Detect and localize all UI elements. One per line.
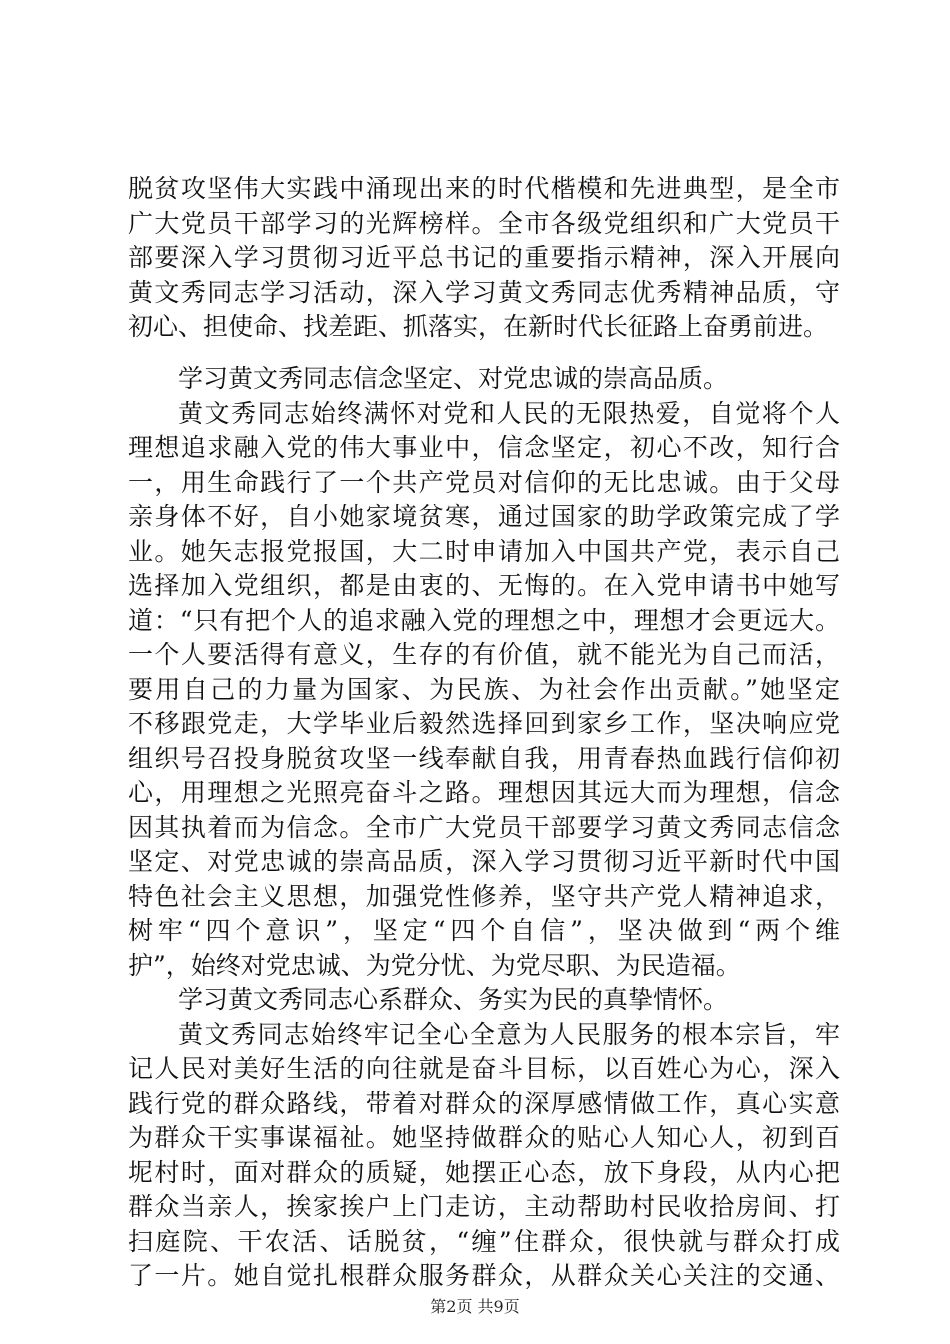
text-line: 坚定、对党忠诚的崇高品质，深入学习贯彻习近平新时代中国: [128, 847, 840, 876]
text-line: 脱贫攻坚伟大实践中涌现出来的时代楷模和先进典型，是全市: [128, 174, 840, 203]
text-line: 要用自己的力量为国家、为民族、为社会作出贡献。”她坚定: [128, 674, 840, 704]
text-line: 群众当亲人，挨家挨户上门走访，主动帮助村民收拾房间、打: [128, 1192, 840, 1221]
text-line: 心，用理想之光照亮奋斗之路。理想因其远大而为理想，信念: [128, 778, 840, 807]
body-content: [128, 362, 840, 1294]
text-line: 黄文秀同志始终满怀对党和人民的无限热爱，自觉将个人: [178, 398, 840, 428]
text-line: 坭村时，面对群众的质疑，她摆正心态，放下身段，从内心把: [128, 1157, 840, 1187]
text-line: 道：“只有把个人的追求融入党的理想之中，理想才会更远大。: [128, 605, 840, 635]
text-line: 了一片。她自觉扎根群众服务群众，从群众关心关注的交通、: [128, 1261, 840, 1290]
page-number-footer: 第2页 共9页: [430, 1297, 520, 1316]
text-line: 部要深入学习贯彻习近平总书记的重要指示精神，深入开展向: [128, 243, 840, 272]
section-heading-2: 学习黄文秀同志心系群众、务实为民的真挚情怀。: [178, 985, 729, 1014]
section-heading-1: 学习黄文秀同志信念坚定、对党忠诚的崇高品质。: [178, 364, 729, 393]
text-line: 初心、担使命、找差距、抓落实，在新时代长征路上奋勇前进。: [128, 312, 829, 341]
text-line: 扫庭院、干农活、话脱贫，“缠”住群众，很快就与群众打成: [128, 1226, 840, 1256]
text-line: 为群众干实事谋福祉。她坚持做群众的贴心人知心人，初到百: [128, 1123, 840, 1152]
text-line: 广大党员干部学习的光辉榜样。全市各级党组织和广大党员干: [128, 208, 840, 238]
text-line: 理想追求融入党的伟大事业中，信念坚定，初心不改，知行合: [128, 433, 840, 462]
text-line: 一个人要活得有意义，生存的有价值，就不能光为自己而活，: [128, 640, 840, 669]
text-line: 业。她矢志报党报国，大二时申请加入中国共产党，表示自己: [128, 536, 840, 566]
text-line: 护”，始终对党忠诚、为党分忧、为党尽职、为民造福。: [128, 950, 741, 980]
text-line: 树牢“四个意识”，坚定“四个自信”，坚决做到“两个维: [128, 916, 840, 945]
text-line: 组织号召投身脱贫攻坚一线奉献自我，用青春热血践行信仰初: [128, 743, 840, 773]
text-line: 一，用生命践行了一个共产党员对信仰的无比忠诚。由于父母: [128, 467, 840, 497]
text-line: 践行党的群众路线，带着对群众的深厚感情做工作，真心实意: [128, 1088, 840, 1118]
text-line: 不移跟党走，大学毕业后毅然选择回到家乡工作，坚决响应党: [128, 709, 840, 738]
intro-paragraph: [128, 172, 840, 345]
text-line: 选择加入党组织，都是由衷的、无悔的。在入党申请书中她写: [128, 571, 840, 600]
text-line: 记人民对美好生活的向往就是奋斗目标，以百姓心为心，深入: [128, 1054, 840, 1083]
text-line: 亲身体不好，自小她家境贫寒，通过国家的助学政策完成了学: [128, 502, 840, 531]
text-line: 因其执着而为信念。全市广大党员干部要学习黄文秀同志信念: [128, 812, 840, 842]
text-line: 黄文秀同志学习活动，深入学习黄文秀同志优秀精神品质，守: [128, 277, 840, 307]
text-line: 黄文秀同志始终牢记全心全意为人民服务的根本宗旨，牢: [178, 1019, 840, 1049]
text-line: 特色社会主义思想，加强党性修养，坚守共产党人精神追求，: [128, 881, 840, 911]
